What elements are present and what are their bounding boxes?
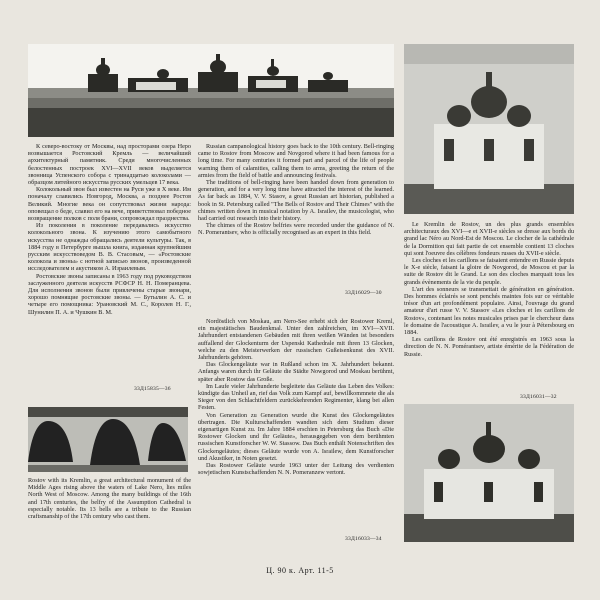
price-article-line: Ц. 90 к. Арт. 11-5: [266, 566, 334, 575]
french-paragraph: Les cloches et les carillons se faisaient entendre en Russie depuis le X-e siècle, faisant la gloire de Novgorod, de Moscou et par la suite de Rostov dit le Grand. Le son des cloches marquait tous les grands évènements de la vie du peuple.: [404, 257, 574, 286]
german-paragraph: Von Generation zu Generation wurde die Kunst des Glockengeläutes übertragen. Die Kulturschaffenden wandten sich dem Studium dieser eigenartigen Kunst zu. Im Jahre 1884 erschien in Petersburg das Buch «Die Rostower Glocken und ihr Geläute», herausgegeben von dem berühmten russischen Kunstforscher W. W. Stassow. Das Buch enthält Notenschriften des Glockengeläutes; dieses Geläute wurde von A. Israilew, dem Kunstforscher und Akustiker, in Noten gesetzt.: [198, 411, 394, 462]
english-paragraph: The traditions of bell-ringing have been handed down from generation to generation, and for a very long time have attracted the interest of the learned. As far back as 1884, V. V. Stasov, a great Russian art historian, published a book in St. Petersburg called "The Bells of Rostov and Their Chimes" with the chimes written down in musical notation by A. Israilev, the musicologist, who had carried out research into their history.: [198, 179, 394, 223]
church-towers-photo: [404, 404, 574, 542]
english-caption: [28, 477, 191, 520]
french-paragraph: Le Kremlin de Rostov, un des plus grands ensembles architecturaux des XVI—e et XVII-e siècles se dresse aux bords du grand lac Néro au Nord-Est de Moscou. Le clocher de la cathédrale de la Dormition qui fait partie de cet ensemble contient 13 cloches qui sont l'oeuvre des célèbres fondeurs russes du XVII-e siècle.: [404, 221, 574, 257]
german-paragraph: Nordöstlich von Moskau, am Nero-See erhebt sich der Rostower Kreml, ein majestätisches Baudenkmal. Unter den zahlreichen, im XVI—XVII. Jahrhundert entstandenen Gebäuden mit ihren weißen Wänden ist besonders auffallend der Glockenturm der Uspenski Kathedrale mit ihren 13 Glocken, welche zu den Meisterwerken der russischen Gußeisenkunst des XVII. Jahrhunderts gehören.: [198, 318, 394, 362]
english-caption-text: Rostov with its Kremlin, a great architectural monument of the Middle Ages rising above the waters of Lake Nero, lies miles North West of Moscow. Among the many buildings of the 16th and 17th centuries, the belfry of the Assumption Cathedral is especially notable. Its 13 bells are a tribute to the Russian craftsmanship of the 17th century who cast them.: [28, 477, 191, 521]
church-domes-photo: [404, 44, 574, 214]
russian-text-column: [28, 143, 191, 316]
russian-catalog-code: 33Д15835—36: [134, 386, 171, 392]
english-paragraph: The chimes of the Rostov belfries were recorded under the guidance of N. N. Pomerantsev, who is officially recognised as an expert in this field.: [198, 222, 394, 237]
english-catalog-code: 33Д16029—30: [345, 290, 382, 296]
german-paragraph: Das Glockengeläute war in Rußland schon im X. Jahrhundert bekannt. Anfangs waren durch ihr Geläute die Städte Nowgorod und Moskau berühmt, später aber Rostow das Große.: [198, 361, 394, 383]
french-paragraph: L'art des sonneurs se transmettait de génération en génération. Des hommes éclairés se sont penchés maintes fois sur ce véritable trésor d'un art profondément populaire. Ainsi, l'ouvrage du grand amateur d'art russe V. V. Stassov «Les cloches et les carillons de Rostov», contenant les notes musicales prises par le chercheur dans le domaine de l'acoustique A. Israilev, a vu le jour à Pétersbourg en 1884.: [404, 285, 574, 337]
german-text-column: [198, 318, 394, 476]
russian-paragraph: Колокольный звон был известен на Руси уже в X веке. Им поначалу славились Новгород, Москва, а позднее Ростов Великий. Многие века он сопутствовал жизни народа: оповещал о беде, славил его на вече, приветствовал победное возвращение полков с поля брани, сопровождал празднества.: [28, 186, 191, 223]
french-text-column: [404, 221, 574, 358]
kremlin-panorama-photo: [28, 44, 394, 137]
english-paragraph: Russian campanological history goes back to the 10th century. Bell-ringing came to Rostov from Moscow and Novgorod where it had been famous for a long time. For many centuries it formed part and parcel of the life of people warning them of calamities, calling them to arms, greeting the return of the armies from the field of battle and announcing festivals.: [198, 143, 394, 179]
german-catalog-code: 33Д16033—34: [345, 536, 382, 542]
russian-paragraph: Из поколения в поколение передавались искусство колокольного звона. К изучению этого самобытного искусства не однажды обращались деятели культуры. Так, в 1884 году в Петербурге вышла книга, изданная крупнейшим русским искусствоведом В. В. Стасовым, — «Ростовские колокола и звоны» с нотной записью звонов, произведенной исследователем и акустиком А. Израилевым.: [28, 222, 191, 273]
russian-paragraph: К северо-востоку от Москвы, над просторами озера Неро возвышается Ростовский Кремль — величайший архитектурный памятник. Среди многочисленных белостенных построек XVI—XVII веков выделяется звонница Успенского собора с тринадцатью колоколами — образцом литейного искусства русских умельцев 17 века.: [28, 143, 191, 187]
french-catalog-code: 33Д16031—32: [520, 394, 557, 400]
german-paragraph: Im Laufe vieler Jahrhunderte begleitete das Geläute das Leben des Volkes: kündigte das Unheil an, rief das Volk zum Kampf auf, bewillkommnete die als Sieger von den Schlachtfeldern zurückkehrenden Regimenter, klang bei allen Festen.: [198, 382, 394, 412]
german-paragraph: Das Rostower Geläute wurde 1963 unter der Leitung des verdienten sowjetischen Kunstschaffenden N. N. Pomeranzew vertont.: [198, 462, 394, 477]
bells-photo: [28, 407, 188, 472]
french-paragraph: Les carillons de Rostov ont été enregistrés en 1963 sous la direction de N. N. Pomérantsev, artiste émérite de la Fédération de Russie.: [404, 336, 574, 358]
russian-paragraph: Ростовские звоны записаны в 1963 году под руководством заслуженного деятеля искусств РСФСР Н. Н. Померанцева. Для исполнения звонов были привлечены старые звонари, хорошо помнящие ростовские звоны. — Бутылин А. С. и четыре его помощника: Урановский М. С., Королев Н. Г., Шунилин П. А. и Чушкин В. М.: [28, 272, 191, 316]
english-text-column: [198, 143, 394, 237]
